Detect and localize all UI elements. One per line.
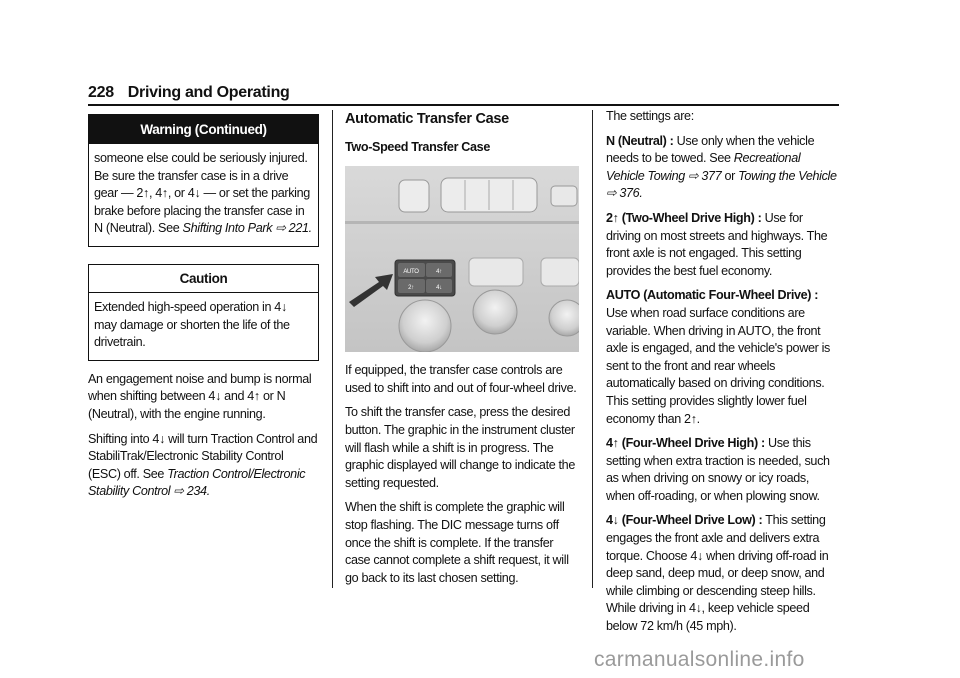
page-number: 228 bbox=[88, 84, 114, 101]
shift-paragraph: To shift the transfer case, press the desired button. The graphic in the instrument cluster will flash while a shift is in progress. The graphic displayed will change to indicate the setting requested. bbox=[345, 405, 575, 490]
setting-neutral bbox=[606, 133, 840, 203]
watermark: carmanualsonline.info bbox=[594, 648, 805, 671]
engagement-paragraph: An engagement noise and bump is normal when shifting between 4↓ and 4↑ or N (Neutral), with the engine running. bbox=[88, 371, 312, 421]
controls-paragraph: If equipped, the transfer case controls are used to shift into and out of four-wheel drive. bbox=[345, 363, 577, 395]
rv-towing-link[interactable]: Recreational Vehicle Towing bbox=[606, 151, 801, 183]
column-1 bbox=[88, 114, 319, 508]
warning-ref[interactable]: ⇨ 221. bbox=[275, 221, 312, 236]
traction-text: Shifting into 4↓ will turn Traction Control and StabiliTrak/Electronic Stability Control (ESC) off. See bbox=[88, 431, 318, 481]
setting-auto bbox=[606, 287, 840, 428]
caution-title: Caution bbox=[89, 265, 318, 293]
4lo-button-label: 4↓ bbox=[436, 285, 442, 292]
4hi-label: 4↑ (Four-Wheel Drive High) : bbox=[606, 436, 765, 451]
column-2 bbox=[345, 108, 579, 594]
2hi-button-label: 2↑ bbox=[408, 285, 414, 292]
rv-towing-ref[interactable]: ⇨ 377 bbox=[684, 168, 725, 183]
caution-body bbox=[89, 293, 318, 360]
traction-link[interactable]: Traction Control/Electronic Stability Control bbox=[88, 466, 306, 499]
settings-intro: The settings are: bbox=[606, 109, 694, 123]
auto-text: Use when road surface conditions are variable. When driving in AUTO, the front axle is engaged, and the vehicle's power is sent to the front and rear wheels automatically based on driving conditions. This setting provides slightly lower fuel economy than 2↑. bbox=[606, 305, 830, 426]
traction-paragraph bbox=[88, 431, 319, 501]
column-3 bbox=[606, 108, 840, 643]
towing-vehicle-link[interactable]: Towing the Vehicle bbox=[738, 168, 837, 183]
header-rule bbox=[88, 104, 839, 106]
2hi-label: 2↑ (Two-Wheel Drive High) : bbox=[606, 210, 762, 225]
setting-4hi bbox=[606, 435, 840, 505]
warning-text: someone else could be seriously injured. Be sure the transfer case is in a drive gear — 2↑, 4↑, or 4↓ — or set the parking brake before placing the transfer case in N (Neutral). See bbox=[94, 151, 310, 236]
auto-button-label: AUTO bbox=[403, 269, 419, 276]
neutral-label: N (Neutral) : bbox=[606, 133, 674, 148]
column-divider-1 bbox=[332, 110, 333, 588]
4hi-button-label: 4↑ bbox=[436, 269, 442, 276]
section-heading: Automatic Transfer Case bbox=[345, 111, 509, 127]
section-title: Driving and Operating bbox=[127, 84, 290, 101]
page-header bbox=[88, 84, 290, 102]
complete-paragraph: When the shift is complete the graphic will stop flashing. The DIC message turns off once the shift is complete. If the transfer case cannot complete a shift request, it will go back to its last chosen setting. bbox=[345, 500, 569, 585]
warning-body bbox=[89, 144, 318, 246]
4hi-text: Use this setting when extra traction is needed, such as when driving on snowy or icy roads, when off-roading, or when plowing snow. bbox=[606, 436, 830, 503]
2hi-text: Use for driving on most streets and highways. The front axle is not engaged. This setting provides the best fuel economy. bbox=[606, 210, 828, 278]
caution-text: Extended high-speed operation in 4↓ may damage or shorten the life of the drivetrain. bbox=[94, 299, 290, 350]
column-divider-2 bbox=[592, 110, 593, 588]
or-text: or bbox=[724, 168, 739, 183]
caution-box bbox=[88, 264, 319, 361]
towing-vehicle-ref[interactable]: ⇨ 376. bbox=[606, 186, 643, 201]
warning-link[interactable]: Shifting Into Park bbox=[182, 221, 273, 236]
subsection-heading: Two-Speed Transfer Case bbox=[345, 139, 490, 154]
neutral-text: Use only when the vehicle needs to be towed. See bbox=[606, 133, 815, 166]
setting-4lo bbox=[606, 512, 840, 635]
warning-title: Warning (Continued) bbox=[89, 115, 318, 144]
warning-box bbox=[88, 114, 319, 247]
traction-ref[interactable]: ⇨ 234. bbox=[170, 484, 210, 499]
auto-label: AUTO (Automatic Four-Wheel Drive) : bbox=[606, 288, 819, 303]
4lo-text: This setting engages the front axle and delivers extra torque. Choose 4↓ when driving off-road in deep sand, deep mud, or deep snow, and while climbing or descending steep hills. While driving in 4↓, keep vehicle speed below 72 km/h (45 mph). bbox=[606, 513, 829, 634]
4lo-label: 4↓ (Four-Wheel Drive Low) : bbox=[606, 513, 763, 528]
setting-2hi bbox=[606, 210, 840, 280]
transfer-case-controls-photo bbox=[345, 166, 579, 352]
